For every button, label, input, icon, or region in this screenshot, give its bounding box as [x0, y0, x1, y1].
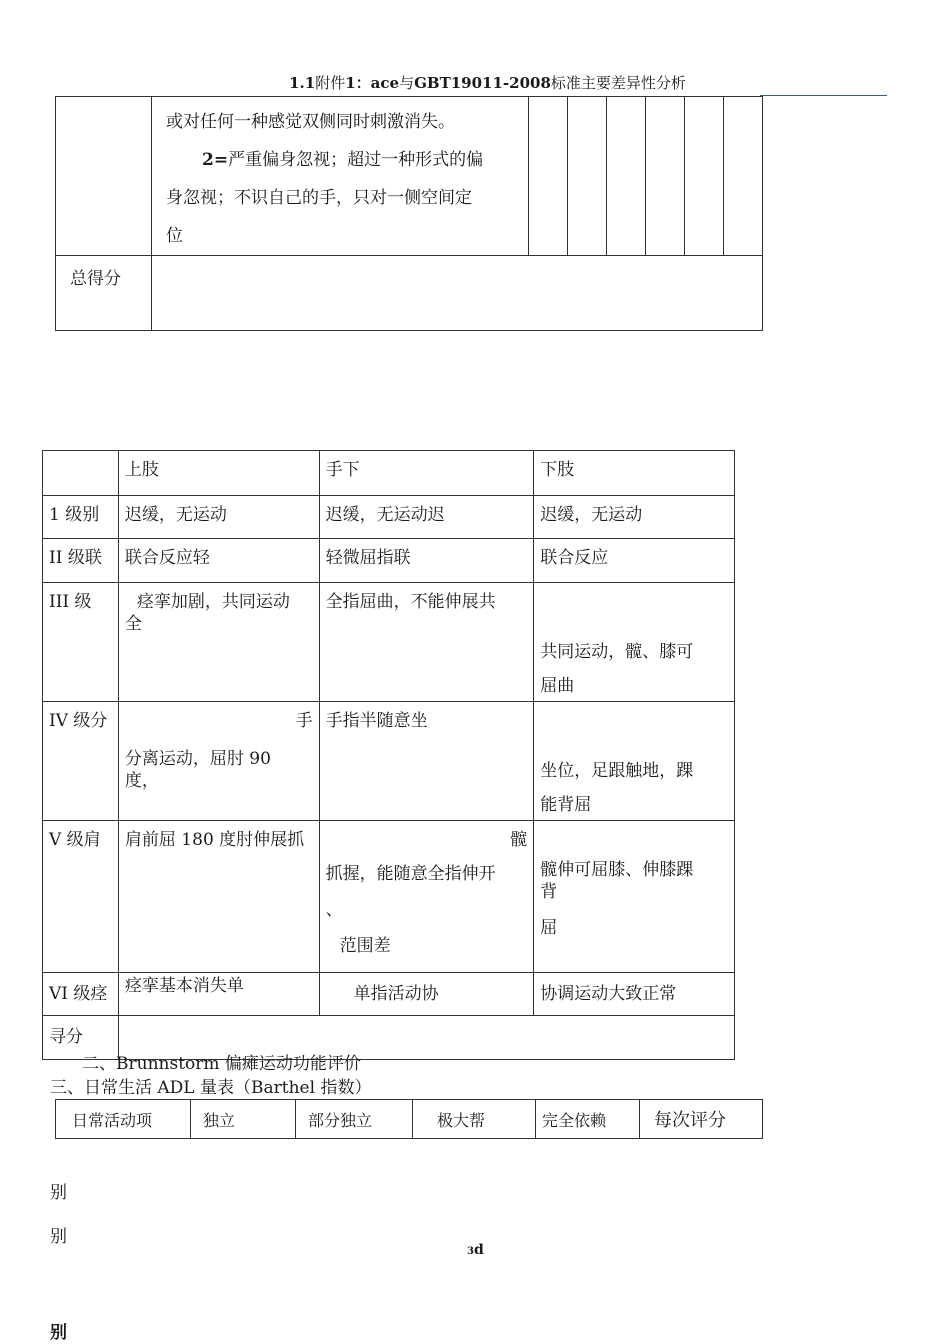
- upper-limb-cell: 肩前屈 180 度肘伸展抓: [118, 821, 319, 973]
- upper-limb-cell: 痉挛基本消失单: [118, 973, 319, 1016]
- cell-line: 范围差: [339, 936, 391, 956]
- cell-line: 髋伸可屈膝、伸膝踝: [540, 860, 694, 880]
- neglect-score-table: [55, 96, 763, 331]
- upper-limb-cell: [118, 583, 319, 702]
- cell-line: 分离运动，屈肘 90: [124, 749, 271, 769]
- total-score-value: [152, 256, 763, 331]
- level-cell: 1 级别: [43, 496, 119, 539]
- level-cell: VI 级痉: [43, 973, 119, 1016]
- stray-text: 别: [50, 1183, 67, 1203]
- score-cell: [568, 97, 607, 256]
- header-text-bold: 1：ace: [345, 74, 400, 92]
- desc-line: 或对任何一种感觉双侧同时刺激消失。: [166, 112, 455, 132]
- header-section-number: 1.1: [289, 74, 316, 92]
- header-rule: [760, 95, 887, 96]
- level-cell: 寻分: [43, 1016, 119, 1060]
- total-score-label: 总得分: [56, 256, 152, 331]
- lower-limb-cell: [534, 702, 735, 821]
- cell-line: 全: [124, 614, 142, 634]
- score-cell: [607, 97, 646, 256]
- empty-cell: [56, 97, 152, 256]
- hand-cell: 迟缓，无运动迟: [319, 496, 534, 539]
- header-text: 与: [399, 74, 415, 92]
- hand-cell: [319, 821, 534, 973]
- lower-limb-cell: [534, 583, 735, 702]
- stray-text: 别: [50, 1227, 67, 1247]
- score-cell: [646, 97, 685, 256]
- lower-limb-cell: 迟缓，无运动: [534, 496, 735, 539]
- header-cell: 每次评分: [640, 1100, 763, 1139]
- header-cell: [43, 451, 119, 496]
- header-text: 标准主要差异性分析: [550, 74, 686, 92]
- cell-line: 共同运动，髋、膝可: [540, 642, 694, 662]
- header-cell: 下肢: [534, 451, 735, 496]
- desc-text: 严重偏身忽视；超过一种形式的偏: [228, 150, 484, 170]
- cell-line: 背: [540, 882, 558, 902]
- cell-line: 屈曲: [540, 676, 575, 696]
- desc-line: [166, 141, 514, 179]
- score-cell: [685, 97, 724, 256]
- cell-line: 抓握，能随意全指伸开: [325, 864, 496, 884]
- hand-cell: 单指活动协: [319, 973, 534, 1016]
- upper-limb-cell: [118, 702, 319, 821]
- header-cell: 极大帮: [413, 1100, 536, 1139]
- score-cell: [724, 97, 763, 256]
- page-number-letter: d: [473, 1242, 484, 1258]
- cell-line: 屈: [540, 918, 558, 938]
- header-cell: 完全依赖: [536, 1100, 640, 1139]
- stray-text-bold: 别: [50, 1323, 67, 1343]
- score-cell: [529, 97, 568, 256]
- hand-cell: 全指屈曲，不能伸展共: [319, 583, 534, 702]
- header-standard: GBT19011-2008: [414, 74, 551, 92]
- lower-limb-cell: 协调运动大致正常: [534, 973, 735, 1016]
- score-value: 2=: [202, 150, 229, 170]
- level-cell: IV 级分: [43, 702, 119, 821]
- hand-cell: 手指半随意坐: [319, 702, 534, 821]
- cell-line: 髋: [510, 830, 528, 850]
- desc-line: 位: [166, 226, 183, 246]
- upper-limb-cell: 迟缓，无运动: [118, 496, 319, 539]
- cell-line: 能背屈: [540, 795, 592, 815]
- page-number: [467, 1242, 484, 1258]
- section-heading-adl: 三、日常生活 ADL 量表（Barthel 指数）: [50, 1078, 372, 1098]
- lower-limb-cell: [534, 821, 735, 973]
- upper-limb-cell: 联合反应轻: [118, 539, 319, 583]
- page-header: [0, 72, 950, 93]
- header-cell: 日常活动项: [56, 1100, 191, 1139]
- neglect-description: [152, 97, 529, 256]
- header-cell: 手下: [319, 451, 534, 496]
- brunnstrom-table: [42, 450, 735, 1060]
- header-cell: 上肢: [118, 451, 319, 496]
- hand-cell: 轻微屈指联: [319, 539, 534, 583]
- cell-line: 、: [325, 900, 343, 920]
- page-number-digit: 3: [467, 1246, 474, 1257]
- desc-line: 身忽视；不识自己的手，只对一侧空间定: [166, 188, 472, 208]
- header-text: 附件: [315, 74, 346, 92]
- section-heading-brunnstrom: 二、Brunnstorm 偏瘫运动功能评价: [82, 1054, 361, 1074]
- level-cell: III 级: [43, 583, 119, 702]
- cell-line: 度，: [124, 771, 159, 791]
- level-cell: V 级肩: [43, 821, 119, 973]
- cell-line: 坐位，足跟触地，踝: [540, 761, 694, 781]
- cell-line: 手: [295, 711, 313, 731]
- level-cell: II 级联: [43, 539, 119, 583]
- header-cell: 部分独立: [296, 1100, 413, 1139]
- adl-table: [55, 1099, 763, 1139]
- cell-line: 痉挛加剧，共同运动: [136, 592, 290, 612]
- lower-limb-cell: 联合反应: [534, 539, 735, 583]
- header-cell: 独立: [191, 1100, 296, 1139]
